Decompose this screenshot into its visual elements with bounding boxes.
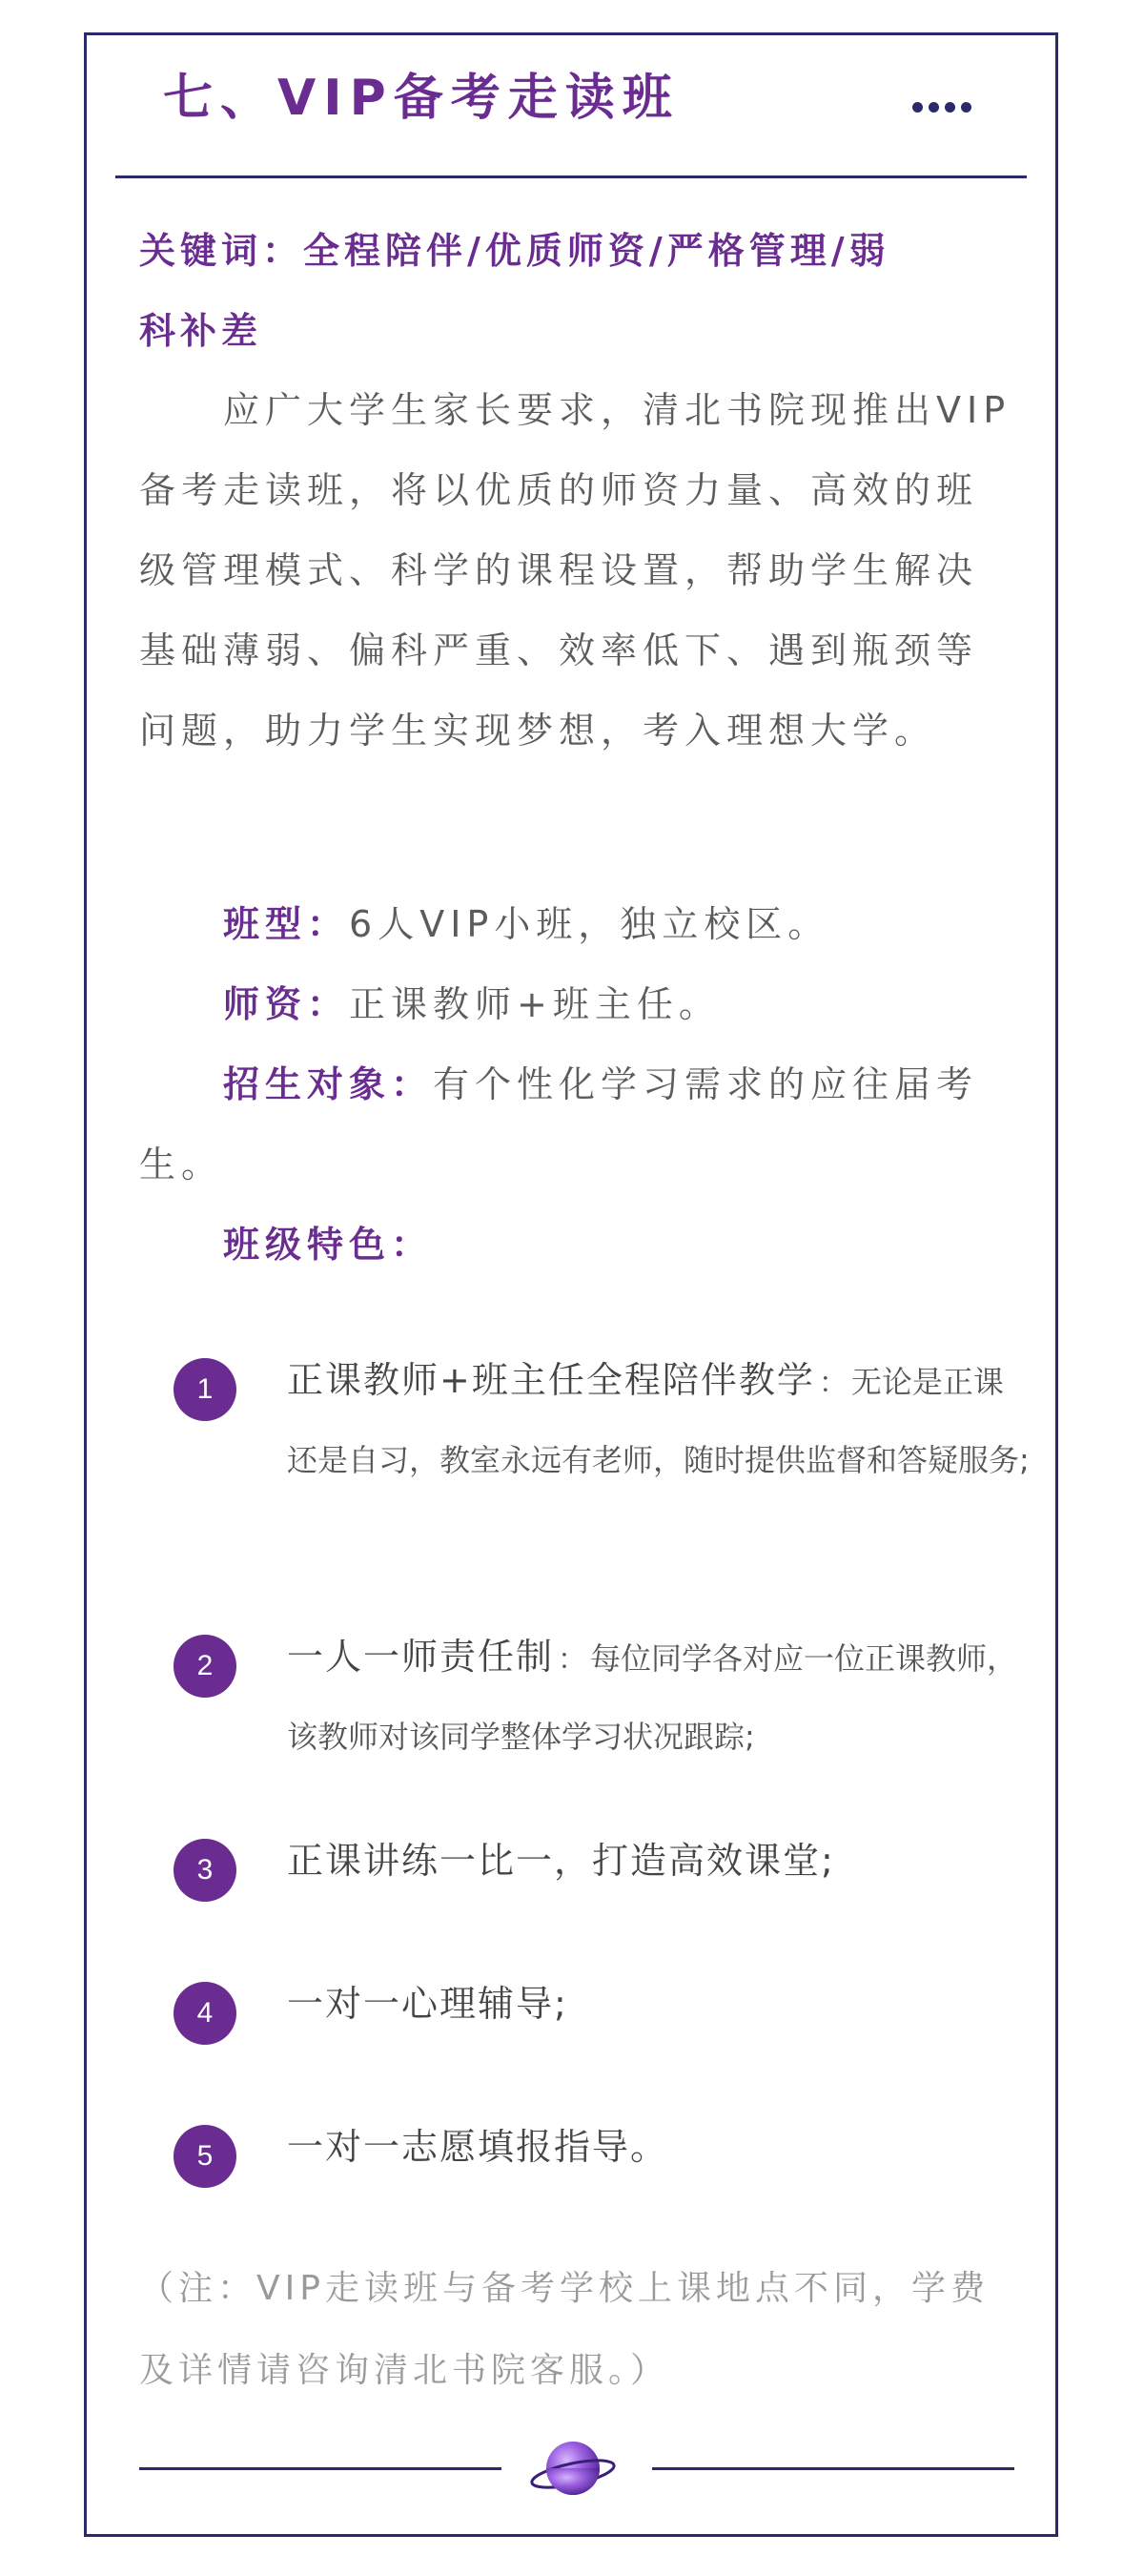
feature-number-badge: 2 bbox=[174, 1635, 236, 1698]
dot bbox=[961, 102, 971, 113]
dot bbox=[945, 102, 955, 113]
feature-number-badge: 4 bbox=[174, 1982, 236, 2045]
feature-title: 一对一志愿填报指导。 bbox=[287, 2126, 669, 2168]
section-title: 七、VIP备考走读班 bbox=[163, 70, 680, 127]
target-value: 有个性化学习需求的应往届考生。 bbox=[139, 1063, 979, 1185]
feature-title: 正课讲练一比一，打造高效课堂; bbox=[287, 1840, 835, 1882]
feature-text bbox=[287, 1620, 1031, 1779]
content-frame bbox=[84, 32, 1058, 2537]
feature-separator: ： bbox=[558, 1643, 587, 1677]
dot bbox=[929, 102, 939, 113]
feature-number-badge: 1 bbox=[174, 1358, 236, 1421]
keywords-line-2: 科补差 bbox=[139, 310, 263, 352]
class-type-label: 班型： bbox=[223, 903, 350, 945]
intro-paragraph: 应广大学生家长要求，清北书院现推出VIP备考走读班，将以优质的师资力量、高效的班级管理模式、科学的课程设置，帮助学生解决基础薄弱、偏科严重、效率低下、遇到瓶颈等问题，助力学生实现梦想，考入理想大学。 bbox=[139, 389, 1011, 752]
class-type-field bbox=[139, 884, 1016, 964]
feature-description: 无论是正课还是自习，教室永远有老师，随时提供监督和答疑服务; bbox=[287, 1364, 1030, 1478]
feature-text bbox=[287, 1968, 1031, 2048]
teachers-value: 正课教师+班主任。 bbox=[349, 983, 721, 1025]
keywords-line-1: 关键词：全程陪伴/优质师资/严格管理/弱 bbox=[139, 230, 890, 272]
section-header bbox=[87, 35, 1055, 178]
feature-text bbox=[287, 2111, 1031, 2191]
feature-title: 一人一师责任制 bbox=[287, 1636, 555, 1678]
footer-divider-left bbox=[139, 2467, 501, 2470]
teachers-field bbox=[139, 964, 1016, 1044]
target-label: 招生对象： bbox=[223, 1063, 434, 1105]
header-divider bbox=[115, 175, 1027, 178]
features-heading bbox=[139, 1205, 1016, 1285]
feature-title: 正课教师+班主任全程陪伴教学 bbox=[287, 1359, 815, 1401]
planet-icon bbox=[527, 2430, 619, 2506]
footer-divider-right bbox=[652, 2467, 1014, 2470]
feature-separator: ： bbox=[818, 1367, 848, 1400]
features-label: 班级特色： bbox=[223, 1224, 434, 1266]
class-type-value: 6人VIP小班，独立校区。 bbox=[349, 903, 830, 945]
dot bbox=[912, 102, 923, 113]
footnote: （注：VIP走读班与备考学校上课地点不同，学费及详情请咨询清北书院客服。） bbox=[139, 2269, 990, 2390]
feature-text bbox=[287, 1824, 1031, 1905]
feature-number-badge: 3 bbox=[174, 1839, 236, 1902]
feature-text bbox=[287, 1344, 1031, 1502]
keywords bbox=[139, 211, 1016, 371]
teachers-label: 师资： bbox=[223, 983, 350, 1025]
feature-number-badge: 5 bbox=[174, 2125, 236, 2188]
more-dots-icon[interactable] bbox=[912, 102, 971, 113]
feature-description: 每位同学各对应一位正课教师，该教师对该同学整体学习状况跟踪; bbox=[287, 1640, 1018, 1755]
feature-title: 一对一心理辅导; bbox=[287, 1983, 568, 2025]
target-field bbox=[139, 1044, 1016, 1205]
